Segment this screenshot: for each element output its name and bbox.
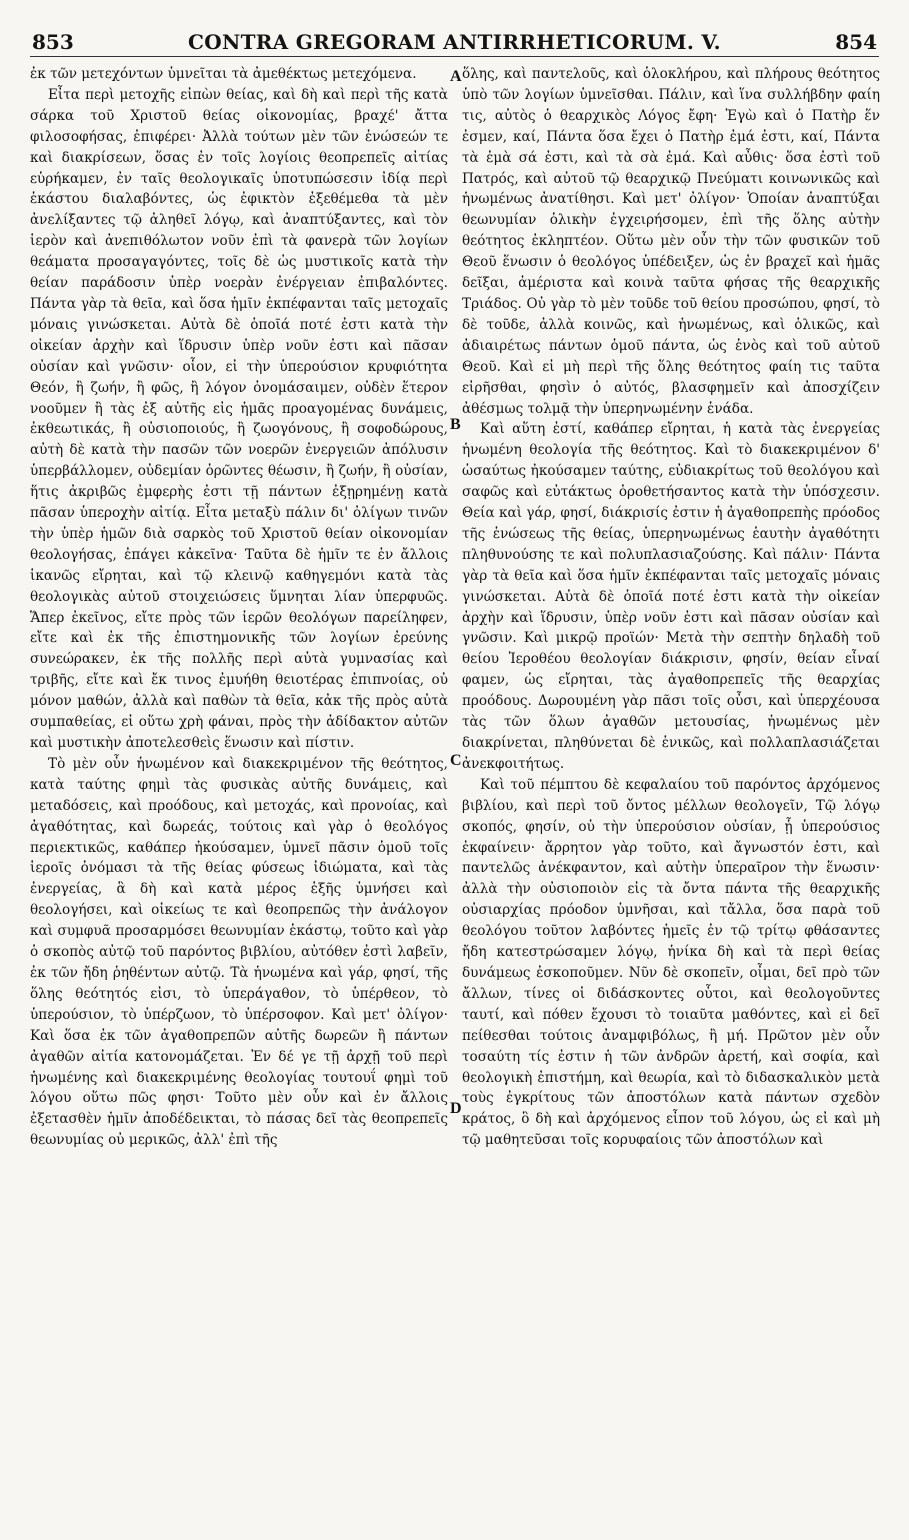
paragraph: Καὶ αὕτη ἐστί, καθάπερ εἴρηται, ἡ κατὰ τὰς ἐνεργείας ἡνωμένη θεολογία τῆς θεότητος. Καὶ τὸ διακεκριμένον δ' ὡσαύτως ἠκούσαμεν ταύτης, εὐδιακρίτως τοῦ θεολόγου καὶ σαφῶς καὶ εὐτάκτως ὁροθετήσαντος κατὰ τὴν ὑπόσχεσιν. Θεία καὶ γάρ, φησί, διάκρισίς ἐστιν ἡ ἀγαθοπρεπὴς πρόοδος τῆς ἑνώσεως τῆς θείας, ὑπερηνωμένως ἑαυτὴν ἀγαθότητι πληθυνούσης τε καὶ πολυπλασιαζούσης. Καὶ πάλιν· Πάντα γὰρ τὰ θεῖα καὶ ὅσα ἡμῖν ἐκπέφανται ταῖς μετοχαῖς μόναις γινώσκεται. Αὐτὰ δὲ ὁποῖά ποτέ ἐστι κατὰ τὴν οἰκείαν ἀρχὴν καὶ ἵδρυσιν, ὑπὲρ νοῦν ἐστι καὶ πᾶσαν οὐσίαν καὶ γνῶσιν. Καὶ μικρῷ προϊών· Μετὰ τὴν σεπτὴν δηλαδὴ τοῦ θείου Ἱεροθέου θεολογίαν διάκρισιν, φησίν, θείαν εἶναί φαμεν, ὡς εἴρηται, τὰς ἀγαθοπρεπεῖς τῆς θεαρχίας προόδους. Δωρουμένη γὰρ πᾶσι τοῖς οὖσι, καὶ ὑπερχέουσα τὰς τῶν ὅλων ἀγαθῶν μετουσίας, ἡνωμένως μὲν διακρίνεται, πληθύνεται δὲ ἑνικῶς, καὶ πολλαπλασιάζεται ἀνεκφοιτήτως. bbox=[462, 421, 880, 772]
running-title: CONTRA GREGORAM ANTIRRHETICORUM. V. bbox=[188, 30, 721, 54]
paragraph: Εἶτα περὶ μετοχῆς εἰπὼν θείας, καὶ δὴ καὶ περὶ τῆς κατὰ σάρκα τοῦ Χριστοῦ θείας οἰκονομίας, βραχέ' ἄττα φιλοσοφήσας, ἐπιφέρει· Ἀλλὰ τούτων μὲν τῶν ἑνώσεών τε καὶ διακρίσεων, ὅσας ἐν τοῖς λογίοις θεοπρεπεῖς αἰτίας εὑρήκαμεν, ἐν ταῖς θεολογικαῖς ὑποτυπώσεσιν ἰδίᾳ περὶ ἑκάστου διαλαβόντες, ὡς ἐφικτὸν ἐξεθέμεθα τὰ μὲν ἀνελίξαντες τῷ ἀληθεῖ λόγῳ, καὶ ἀναπτύξαντες, καὶ τὸν ἱερὸν καὶ ἀνεπιθόλωτον νοῦν ἐπὶ τὰ φανερὰ τῶν λογίων θεάματα προσαγαγόντες, τοῖς δὲ ὡς μυστικοῖς κατὰ τὴν θείαν παράδοσιν ὑπὲρ νοερὰν ἐνέργειαν ἐπιβαλόντες. Πάντα γὰρ τὰ θεῖα, καὶ ὅσα ἡμῖν ἐκπέφανται ταῖς μετοχαῖς μόναις γινώσκεται. Αὐτὰ δὲ ὁποῖά ποτέ ἐστι κατὰ τὴν οἰκείαν ἀρχὴν καὶ ἵδρυσιν ὑπὲρ νοῦν ἐστι καὶ πᾶσαν οὐσίαν καὶ γνῶσιν· οἷον, εἰ τὴν ὑπερούσιον κρυφιότητα Θεόν, ἢ ζωήν, ἢ φῶς, ἢ λόγον ὀνομάσαιμεν, οὐδὲν ἕτερον νοοῦμεν ἢ τὰς ἐξ αὐτῆς εἰς ἡμᾶς προαγομένας δυνάμεις, ἐκθεωτικάς, ἢ οὐσιοποιούς, ἢ ζωογόνους, ἢ σοφοδώρους, αὐτὴ δὲ κατὰ τὴν πασῶν τῶν νοερῶν ἐνεργειῶν ἀπόλυσιν ὑπερβάλλομεν, οὐδεμίαν ὁρῶντες θέωσιν, ἢ ζωήν, ἢ οὐσίαν, ἥτις ἀκριβῶς ἐμφερὴς ἐστι τῇ πάντων ἐξῃρημένῃ κατὰ πᾶσαν ὑπεροχὴν αἰτίᾳ. Εἶτα μεταξὺ πάλιν δι' ὀλίγων τινῶν τὴν ὑπὲρ ἡμῶν διὰ σαρκὸς τοῦ Χριστοῦ θείαν οἰκονομίαν θεολογήσας, ἐπάγει κἀκεῖνα· Ταῦτα δὲ ἡμῖν τε ἐν ἄλλοις ἱκανῶς εἴρηται, καὶ τῷ κλεινῷ καθηγεμόνι κατὰ τὰς θεολογικὰς αὐτοῦ στοιχειώσεις ὕμνηται λίαν ὑπερφυῶς. Ἅπερ ἐκεῖνος, εἴτε πρὸς τῶν ἱερῶν θεολόγων παρείληφεν, εἴτε καὶ ἐκ τῆς ἐπιστημονικῆς τῶν λογίων ἐρεύνης συνεώρακεν, ἐκ τῆς πολλῆς περὶ αὐτὰ γυμνασίας καὶ τριβῆς, εἴτε καὶ ἔκ τινος ἐμυήθη θειοτέρας ἐπιπνοίας, οὐ μόνον μαθών, ἀλλὰ καὶ παθὼν τὰ θεῖα, κἀκ τῆς πρὸς αὐτὰ συμπαθείας, εἰ οὕτω χρὴ φάναι, πρὸς τὴν ἀδίδακτον αὐτῶν καὶ μυστικὴν ἀποτελεσθεὶς ἕνωσιν καὶ πίστιν. bbox=[30, 86, 448, 751]
page-number-right: 854 bbox=[835, 30, 877, 54]
section-marker-b: B bbox=[450, 416, 461, 433]
page-number-left: 853 bbox=[32, 30, 74, 54]
paragraph: ἐκ τῶν μετεχόντων ὑμνεῖται τὰ ἀμεθέκτως μετεχόμενα. bbox=[30, 66, 417, 82]
left-column bbox=[30, 64, 448, 1524]
running-header bbox=[30, 30, 879, 57]
paragraph: Καὶ τοῦ πέμπτου δὲ κεφαλαίου τοῦ παρόντος ἀρχόμενος βιβλίου, καὶ περὶ τοῦ ὄντος μέλλων θεολογεῖν, Τῷ λόγῳ σκοπός, φησίν, οὐ τὴν ὑπερούσιον οὐσίαν, ᾗ ὑπερούσιος ἐκφαίνειν· ἄρρητον γὰρ τοῦτο, καὶ ἄγνωστόν ἐστι, καὶ παντελῶς ἀνέκφαντον, καὶ αὐτὴν ὑπεραῖρον τὴν ἕνωσιν· ἀλλὰ τὴν οὐσιοποιὸν εἰς τὰ ὄντα πάντα τῆς θεαρχικῆς οὐσιαρχίας πρόοδον ὑμνῆσαι, καὶ τἄλλα, ὅσα παρὰ τοῦ θεολόγου τοῦτον λαβόντες ἡμεῖς ἐν τῷ τρίτῳ φθάσαντες ἤδη κατεστρώσαμεν λόγῳ, ἡνίκα δὴ καὶ τὰ περὶ θείας δυνάμεως ἐσκοποῦμεν. Νῦν δὲ σκοπεῖν, οἶμαι, δεῖ πρὸ τῶν ἄλλων, τίνες οἱ διδάσκοντες οὗτοι, καὶ θεολογοῦντες ταυτί, καὶ πόθεν ἔχουσι τὸ τοιαῦτα μαθόντες, καὶ εἰ δεῖ πείθεσθαι τούτοις ἀναμφιβόλως, ἢ μή. Πρῶτον μὲν οὖν τοσαύτη τίς ἐστιν ἡ τῶν ἀνδρῶν ἀρετή, καὶ σοφία, καὶ θεολογικὴ ἐπιστήμη, καὶ θεωρία, καὶ τὸ διδασκαλικὸν μετὰ τοὺς ἐγκρίτους τῶν ἀποστόλων κατὰ πάντων σχεδὸν κράτος, ὃ δὴ καὶ ἀρχόμενος εἶπον τοῦ λόγου, ὡς εἰ καὶ μὴ τῷ μαθητεῦσαι τοῖς κορυφαίοις τῶν ἀποστόλων καὶ bbox=[462, 776, 880, 1149]
section-marker-d: D bbox=[450, 1100, 462, 1117]
section-marker-c: C bbox=[450, 752, 462, 769]
paragraph: ὅλης, καὶ παντελοῦς, καὶ ὁλοκλήρου, καὶ πλήρους θεότητος ὑπὸ τῶν λογίων ὑμνεῖσθαι. Πάλιν, καὶ ἵνα συλλήβδην φαίη τις, αὐτὸς ὁ θεαρχικὸς Λόγος ἔφη· Ἐγὼ καὶ ὁ Πατὴρ ἕν ἐσμεν, καί, Πάντα ὅσα ἔχει ὁ Πατὴρ ἐμά ἐστι, καί, Πάντα τὰ ἐμὰ σά ἐστι, καὶ τὰ σὰ ἐμά. Καὶ αὖθις· ὅσα ἐστὶ τοῦ Πατρός, καὶ αὐτοῦ τῷ θεαρχικῷ Πνεύματι κοινωνικῶς καὶ ἡνωμένως ἀνατίθησι. Καὶ μετ' ὀλίγον· Ὁποίαν ἀναπτύξαι θεωνυμίαν ὁλικὴν ἐγχειρήσομεν, ἐπὶ τῆς ὅλης αὐτὴν θεότητος ἐκληπτέον. Οὕτω μὲν οὖν τὴν τῶν φυσικῶν τοῦ Θεοῦ ἕνωσιν ὁ θεολόγος ὑπέδειξεν, ὡς ἐν βραχεῖ καὶ ἡμᾶς δεῖξαι, ἀμέριστα καὶ κοινὰ ταῦτα φήσας τῆς θεαρχικῆς Τριάδος. Οὐ γὰρ τὸ μὲν τοῦδε τοῦ θείου προσώπου, φησί, τὸ δὲ τοῦδε, ἀλλὰ κοινῶς, καὶ ἡνωμένως, καὶ ὁλικῶς, καὶ ἀδιαιρέτως πάντων ὁμοῦ πάντα, ὡς ἑνὸς καὶ τοῦ αὐτοῦ Θεοῦ. Καὶ εἰ μὴ περὶ τῆς ὅλης θεότητος φαίη τις ταῦτα εἰρῆσθαι, φησὶν ὁ αὐτός, βλασφημεῖν καὶ ἀποσχίζειν ἀθέσμως τολμᾷ τὴν ὑπερηνωμένην ἑνάδα. bbox=[462, 66, 880, 417]
right-column bbox=[462, 64, 880, 1524]
paragraph: Τὸ μὲν οὖν ἡνωμένον καὶ διακεκριμένον τῆς θεότητος, κατὰ ταύτης φημὶ τὰς φυσικὰς αὐτῆς δυνάμεις, καὶ μεταδόσεις, καὶ προόδους, καὶ μετοχάς, καὶ προνοίας, καὶ ἀγαθότητας, καὶ δωρεάς, τούτοις καὶ γὰρ ὁ θεολόγος περιεκτικῶς, καθάπερ ἠκούσαμεν, ὑμνεῖ πᾶσιν ὁμοῦ τοῖς ἱεροῖς ὀνόμασι τὰ τῆς θείας φύσεως ἰδιώματα, καὶ τὰς ἐνεργείας, ἃ δὴ καὶ κατὰ μέρος ἑξῆς ὑμνήσει καὶ θεολογήσει, καὶ οἰκείως τε καὶ θεοπρεπῶς τὴν ἀνάλογον καὶ συμφυᾶ προσαρμόσει θεωνυμίαν ἑκάστῳ, τοῦτο καὶ γὰρ ὁ σκοπὸς αὐτῷ τοῦ παρόντος βιβλίου, αὐτόθεν ἐστὶ λαβεῖν, ἐκ τῶν ἤδη ῥηθέντων αὐτῷ. Τὰ ἡνωμένα καὶ γάρ, φησί, τῆς ὅλης θεότητός εἰσι, τὸ ὑπεράγαθον, τὸ ὑπέρθεον, τὸ ὑπερούσιον, τὸ ὑπέρζωον, τὸ ὑπέρσοφον. Καὶ μετ' ὀλίγον· Καὶ ὅσα ἐκ τῶν ἀγαθοπρεπῶν αὐτῆς δωρεῶν ἢ πάντων ἀγαθῶν αἰτία κατονομάζεται. Ἐν δέ γε τῇ ἀρχῇ τοῦ περὶ ἡνωμένης καὶ διακεκριμένης θεολογίας τουτουΐ φημὶ τοῦ λόγου οὕτω πῶς φησι· Τοῦτο μὲν οὖν καὶ ἐν ἄλλοις ἐξετασθὲν ἡμῖν ἀποδέδεικται, τὸ πάσας δεῖ τὰς θεοπρεπεῖς θεωνυμίας οὐ μερικῶς, ἀλλ' ἐπὶ τῆς bbox=[30, 755, 448, 1149]
section-marker-a: A bbox=[450, 68, 462, 85]
